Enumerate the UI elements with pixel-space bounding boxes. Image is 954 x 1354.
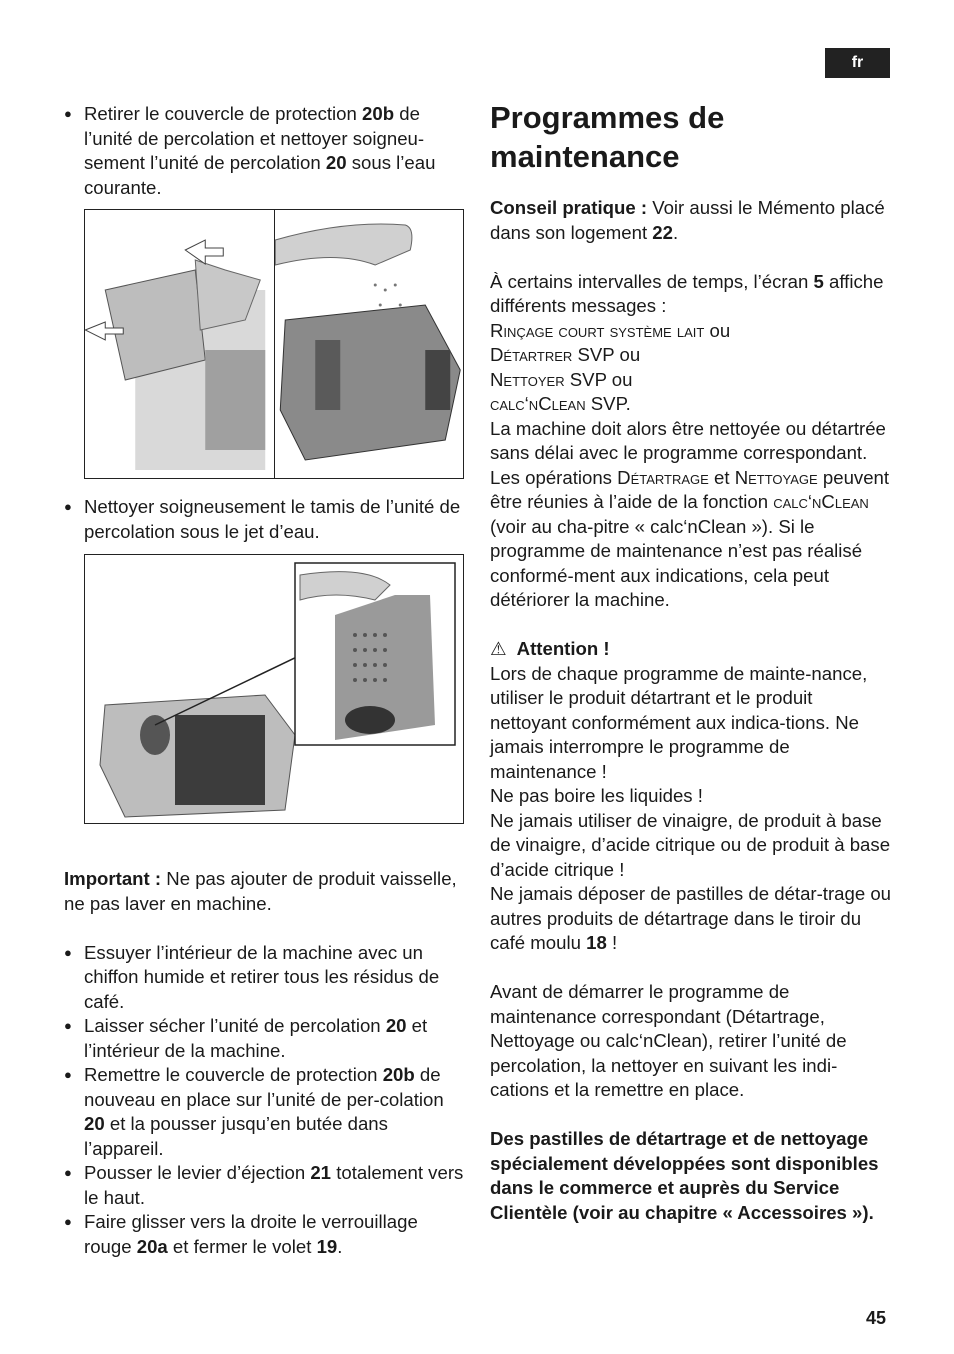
text: et — [708, 466, 735, 488]
important-label: Important : — [64, 868, 162, 889]
step-slide-lock — [64, 1210, 464, 1259]
text: ou — [704, 319, 731, 341]
text: Retirer le couvercle de protection — [84, 103, 363, 124]
text: . — [337, 1235, 343, 1257]
text: À certains intervalles de temps, l’écran — [490, 270, 814, 292]
attention-line: Ne jamais utiliser de vinaigre, de produit à base de vinaigre, d’acide citrique ou de produit à base d’acide citrique ! — [490, 809, 891, 880]
figure-cover-removal-and-rinsing — [84, 209, 464, 479]
ref: 19 — [316, 1235, 338, 1257]
text: totalement vers le haut. — [84, 1162, 464, 1208]
maintenance-paragraph — [490, 417, 892, 613]
program-name: Nettoyage — [734, 466, 818, 488]
tablets-availability-note: Des pastilles de détartrage et de nettoyage spécialement développées sont disponibles dans le commerce et auprès du Service Clientèle (voir au chapitre « Accessoires »). — [490, 1128, 879, 1223]
step-replace-cover — [64, 1063, 464, 1161]
messages-intro — [490, 270, 892, 319]
text: SVP ou — [564, 368, 633, 390]
message-rinse — [490, 319, 892, 344]
tip-label: Conseil pratique : — [490, 197, 648, 218]
page-number: 45 — [866, 1308, 887, 1328]
text: Ne jamais déposer de pastilles de détar-trage ou autres produits de détartrage dans le tiroir du café moulu — [490, 883, 892, 953]
step-clean-strainer — [64, 495, 464, 544]
text: Laisser sécher l’unité de percolation — [84, 1015, 386, 1036]
left-column — [64, 102, 464, 1259]
text: et la pousser jusqu’en butée dans l’appareil. — [84, 1113, 388, 1159]
ref: 22 — [652, 221, 673, 243]
text: Faire glisser vers la droite le verrouillage rouge — [84, 1211, 418, 1257]
message-descale — [490, 343, 892, 368]
text: de nouveau en place sur l’unité de per-colation — [84, 1064, 444, 1110]
display-message: Détartrer — [490, 344, 573, 365]
text: Voir aussi le Mémento placé dans son logement — [490, 197, 885, 243]
display-message: calc‘nClean — [490, 393, 586, 414]
text: ! — [606, 932, 618, 953]
text: (voir au cha-pitre « calc‘nClean »). Si le programme de maintenance n’est pas réalisé conformé-ment aux indications, cela peut détériorer la machine. — [490, 515, 863, 610]
text: . — [672, 221, 679, 243]
figure-strainer-rinsing — [84, 554, 464, 824]
illustration-strainer — [85, 555, 463, 823]
attention-line — [490, 882, 892, 956]
ref: 21 — [310, 1162, 332, 1183]
step-remove-cover — [64, 102, 464, 200]
message-calcnclean — [490, 392, 892, 417]
program-name: calc‘nClean — [773, 491, 869, 512]
text: Nettoyer soigneusement le tamis de l’unité de percolation sous le jet d’eau. — [84, 496, 461, 542]
text: de l’unité de percolation et nettoyer soigneu-sement l’unité de percolation — [84, 103, 425, 173]
attention-line: Ne pas boire les liquides ! — [490, 785, 703, 806]
section-title: Programmes de maintenance — [490, 100, 725, 174]
ref: 20 — [385, 1015, 407, 1036]
before-start-paragraph: Avant de démarrer le programme de maintenance correspondant (Détartrage, Nettoyage ou calc‘nClean), retirer l’unité de percolation, la nettoyer en suivant les indi-cations et la remettre en place. — [490, 981, 847, 1100]
program-name: Détartrage — [617, 466, 709, 488]
practical-tip — [490, 196, 892, 245]
text: SVP ou — [572, 344, 641, 365]
ref: 20 — [84, 1113, 105, 1134]
language-tab: fr — [825, 48, 890, 78]
attention-box — [490, 637, 892, 956]
display-message: Nettoyer — [490, 368, 565, 390]
step-wipe-interior — [64, 941, 464, 1015]
display-message: Rinçage court système lait — [490, 319, 705, 341]
step-push-lever — [64, 1161, 464, 1210]
important-note — [64, 867, 464, 916]
text: La machine doit alors être nettoyée ou détartrée sans délai avec le programme correspondant. Les opérations — [490, 417, 886, 488]
ref: 18 — [586, 932, 607, 953]
step-let-dry — [64, 1014, 464, 1063]
text: Pousser le levier d’éjection — [84, 1162, 311, 1183]
text: Ne pas ajouter de produit vaisselle, ne pas laver en machine. — [64, 868, 457, 914]
message-clean — [490, 368, 892, 393]
text: peuvent être réunies à l’aide de la fonction — [490, 466, 890, 512]
right-column — [490, 98, 892, 1225]
text: Essuyer l’intérieur de la machine avec un chiffon humide et retirer tous les résidus de café. — [84, 941, 440, 1012]
ref: 20b — [382, 1064, 415, 1085]
ref: 20a — [136, 1235, 168, 1257]
text: sous l’eau courante. — [84, 152, 436, 198]
ref: 20 — [325, 152, 347, 173]
illustration-cover-removal — [85, 210, 274, 478]
attention-heading — [490, 637, 892, 662]
illustration-rinsing-under-tap — [274, 210, 464, 478]
text: SVP. — [585, 393, 631, 414]
text: et l’intérieur de la machine. — [84, 1015, 428, 1061]
attention-title: Attention ! — [516, 638, 610, 659]
text: affiche différents messages : — [490, 270, 884, 316]
warning-icon: ⚠ — [490, 638, 507, 659]
ref: 5 — [813, 270, 824, 292]
ref: 20b — [362, 103, 395, 124]
text: et fermer le volet — [167, 1235, 317, 1257]
attention-line: Lors de chaque programme de mainte-nance, utiliser le produit détartrant et le produit nettoyant conformément aux indica-tions. Ne jamais interrompre le programme de maintenance ! — [490, 662, 868, 782]
text: Remettre le couvercle de protection — [84, 1064, 383, 1085]
